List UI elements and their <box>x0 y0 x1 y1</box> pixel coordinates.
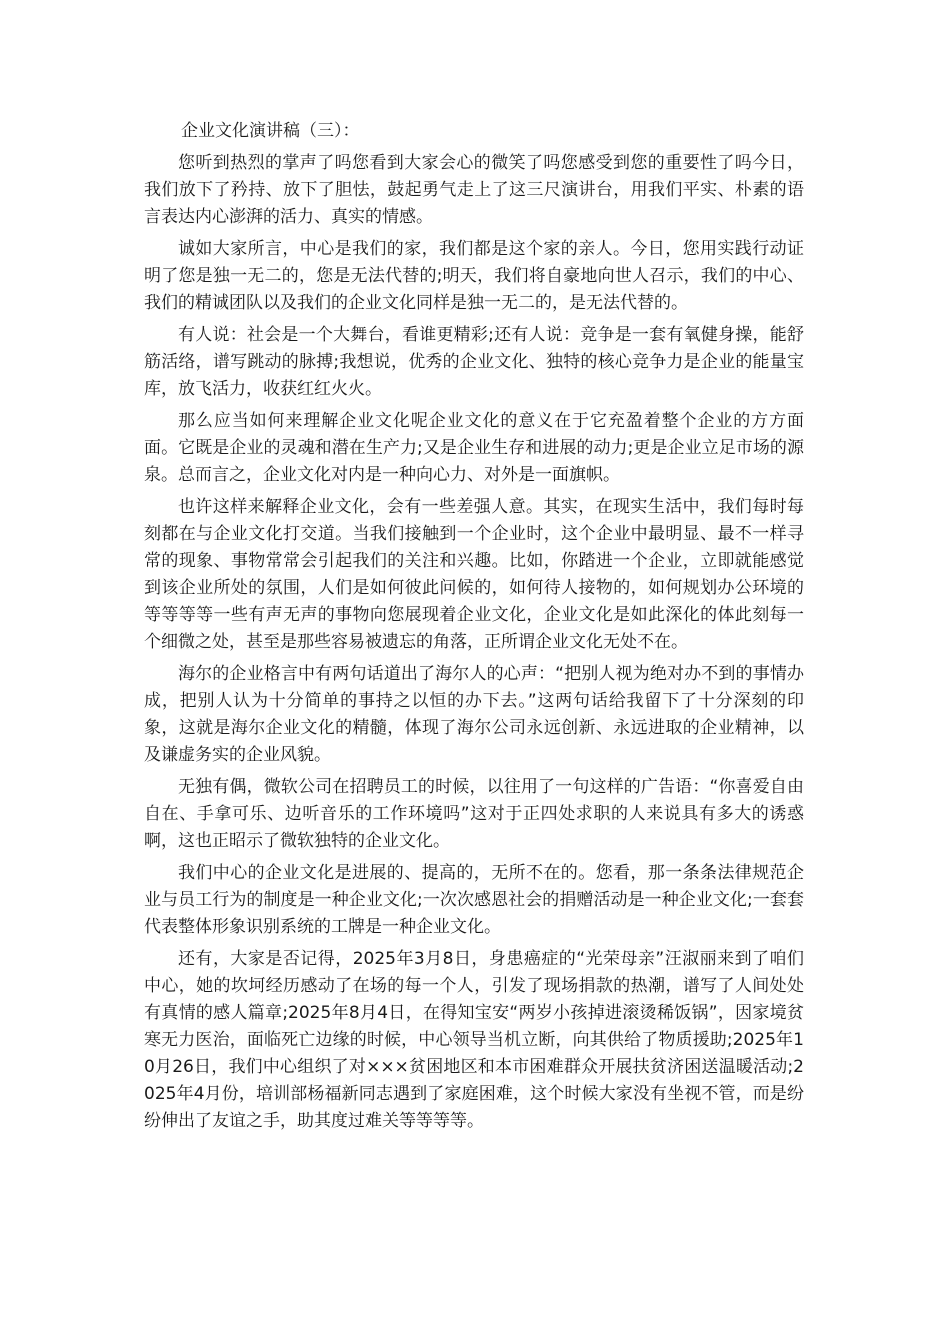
document-title: 企业文化演讲稿（三）： <box>181 121 360 141</box>
paragraph-stage: 有人说：社会是一个大舞台，看谁更精彩;还有人说：竞争是一套有氧健身操，能舒筋活络，谱写跳动的脉搏;我想说，优秀的企业文化、独特的核心竞争力是企业的能量宝库，放飞活力，收获红红火火。 <box>144 325 804 399</box>
paragraph-applause: 您听到热烈的掌声了吗您看到大家会心的微笑了吗您感受到您的重要性了吗今日，我们放下了矜持、放下了胆怯，鼓起勇气走上了这三尺演讲台，用我们平实、朴素的语言表达内心澎湃的活力、真实的情感。 <box>144 153 804 227</box>
paragraph-everyday: 也许这样来解释企业文化，会有一些差强人意。其实，在现实生活中，我们每时每刻都在与企业文化打交道。当我们接触到一个企业时，这个企业中最明显、最不一样寻常的现象、事物常常会引起我们的关注和兴趣。比如，你踏进一个企业，立即就能感觉到该企业所处的氛围，人们是如何彼此问候的，如何待人接物的，如何规划办公环境的等等等等一些有声无声的事物向您展现着企业文化，企业文化是如此深化的体此刻每一个细微之处，甚至是那些容易被遗忘的角落，正所谓企业文化无处不在。 <box>144 497 804 652</box>
paragraph-home: 诚如大家所言，中心是我们的家，我们都是这个家的亲人。今日，您用实践行动证明了您是独一无二的，您是无法代替的;明天，我们将自豪地向世人召示，我们的中心、我们的精诚团队以及我们的企业文化同样是独一无二的，是无法代替的。 <box>144 239 804 313</box>
document-body <box>144 118 804 1140</box>
paragraph-microsoft: 无独有偶，微软公司在招聘员工的时候，以往用了一句这样的广告语：“你喜爱自由自在、手拿可乐、边听音乐的工作环境吗”这对于正四处求职的人来说具有多大的诱惑啊，这也正昭示了微软独特的企业文化。 <box>144 777 804 851</box>
paragraph-meaning: 那么应当如何来理解企业文化呢企业文化的意义在于它充盈着整个企业的方方面面。它既是企业的灵魂和潜在生产力;又是企业生存和进展的动力;更是企业立足市场的源泉。总而言之，企业文化对内是一种向心力、对外是一面旗帜。 <box>144 411 804 485</box>
paragraph-events: 还有，大家是否记得，2025年3月8日，身患癌症的“光荣母亲”汪淑丽来到了咱们中心，她的坎坷经历感动了在场的每一个人，引发了现场捐款的热潮，谱写了人间处处有真情的感人篇章;2025年8月4日，在得知宝安“两岁小孩掉进滚烫稀饭锅”，因家境贫寒无力医治，面临死亡边缘的时候，中心领导当机立断，向其供给了物质援助;2025年10月26日，我们中心组织了对×××贫困地区和本市困难群众开展扶贫济困送温暖活动;2025年4月份，培训部杨福新同志遇到了家庭困难，这个时候大家没有坐视不管，而是纷纷伸出了友谊之手，助其度过难关等等等等。 <box>144 949 804 1131</box>
paragraph-haier: 海尔的企业格言中有两句话道出了海尔人的心声：“把别人视为绝对办不到的事情办成，把别人认为十分简单的事持之以恒的办下去。”这两句话给我留下了十分深刻的印象，这就是海尔企业文化的精髓，体现了海尔公司永远创新、永远进取的企业精神，以及谦虚务实的企业风貌。 <box>144 664 804 765</box>
paragraph-center-culture: 我们中心的企业文化是进展的、提高的，无所不在的。您看，那一条条法律规范企业与员工行为的制度是一种企业文化;一次次感恩社会的捐赠活动是一种企业文化;一套套代表整体形象识别系统的工牌是一种企业文化。 <box>144 863 804 937</box>
